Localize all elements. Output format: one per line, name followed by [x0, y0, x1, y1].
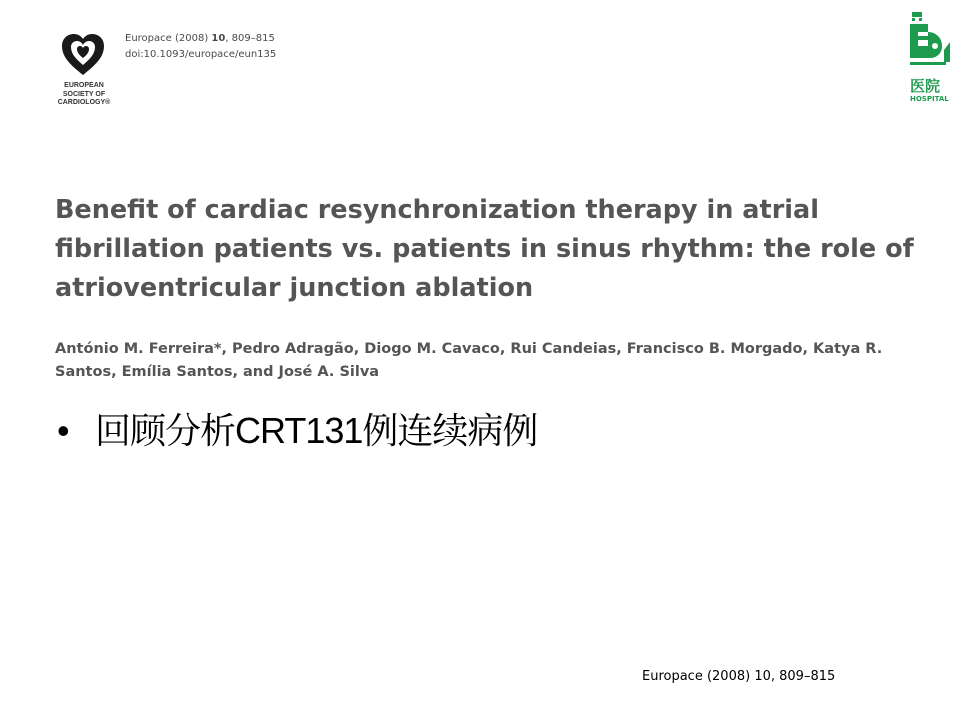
heart-logo-icon: [58, 30, 108, 80]
hospital-name-chinese: 医院: [910, 77, 941, 95]
bullet-icon: •: [57, 410, 70, 451]
citation-volume: 10: [211, 33, 226, 44]
citation-doi: doi:10.1093/europace/eun135: [125, 49, 277, 60]
hospital-logo-text: [910, 78, 949, 104]
slide-bullet: [57, 407, 537, 455]
esc-logo-text: [52, 82, 116, 108]
article-title: Benefit of cardiac resynchronization therapy in atrial fibrillation patients vs. patients in sinus rhythm: the role of atrioventricular junction ablation: [55, 195, 914, 303]
hospital-name-english: HOSPITAL: [910, 95, 949, 103]
journal-citation: [125, 31, 276, 63]
hospital-emblem-icon: [906, 10, 954, 76]
esc-logo-line: SOCIETY OF: [62, 90, 106, 98]
hospital-logo: [906, 10, 954, 106]
esc-logo-line: CARDIOLOGY®: [57, 99, 111, 106]
esc-logo: [52, 30, 114, 114]
citation-pages: , 809–815: [225, 33, 275, 44]
article-authors: António M. Ferreira*, Pedro Adragão, Diogo M. Cavaco, Rui Candeias, Francisco B. Morgado, Katya R. Santos, Emília Santos, and José A. Silva: [55, 341, 883, 380]
bullet-text: 回顾分析CRT131例连续病例: [95, 410, 538, 451]
citation-journal-year: Europace (2008): [125, 33, 212, 44]
footer-reference: Europace (2008) 10, 809–815: [642, 669, 836, 684]
citation-line: [125, 31, 276, 47]
esc-logo-line: EUROPEAN: [64, 82, 104, 89]
